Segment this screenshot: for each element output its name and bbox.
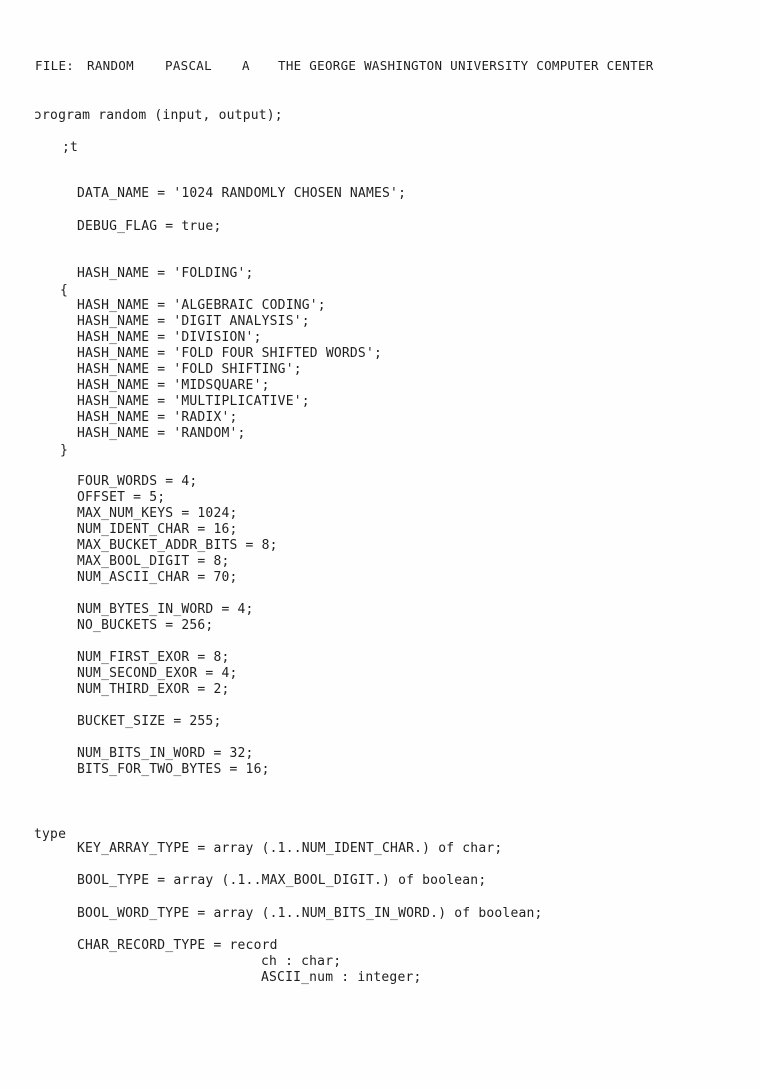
code-line-debug-flag: DEBUG_FLAG = true; xyxy=(77,219,222,234)
code-line-bool-word-type: BOOL_WORD_TYPE = array (.1..NUM_BITS_IN_WORD.) of boolean; xyxy=(77,906,543,921)
code-line-const: NUM_BITS_IN_WORD = 32; xyxy=(77,746,254,761)
code-line-hash-alt: HASH_NAME = 'ALGEBRAIC CODING'; xyxy=(77,298,326,313)
code-line-const: MAX_BUCKET_ADDR_BITS = 8; xyxy=(77,538,278,553)
code-line-data-name: DATA_NAME = '1024 RANDOMLY CHOSEN NAMES'; xyxy=(77,186,407,201)
program-declaration: ɔrogram random (input, output); xyxy=(34,108,283,123)
code-line-hash-name-active: HASH_NAME = 'FOLDING'; xyxy=(77,266,254,281)
code-line-const: BITS_FOR_TWO_BYTES = 16; xyxy=(77,762,270,777)
code-line-hash-alt: HASH_NAME = 'MIDSQUARE'; xyxy=(77,378,270,393)
code-line-const: NUM_SECOND_EXOR = 4; xyxy=(77,666,238,681)
code-line-record-field: ASCII_num : integer; xyxy=(261,970,422,985)
comment-close-brace: } xyxy=(60,443,69,458)
code-line-const: NUM_FIRST_EXOR = 8; xyxy=(77,650,230,665)
code-line-const: NUM_ASCII_CHAR = 70; xyxy=(77,570,238,585)
code-line-hash-alt: HASH_NAME = 'FOLD FOUR SHIFTED WORDS'; xyxy=(77,346,383,361)
code-line-bool-type: BOOL_TYPE = array (.1..MAX_BOOL_DIGIT.) of boolean; xyxy=(77,873,487,888)
code-line-const: NO_BUCKETS = 256; xyxy=(77,618,214,633)
code-line-hash-alt: HASH_NAME = 'RANDOM'; xyxy=(77,426,246,441)
code-line-const: MAX_BOOL_DIGIT = 8; xyxy=(77,554,230,569)
type-keyword: type xyxy=(34,827,67,842)
file-name: RANDOM xyxy=(87,58,134,73)
code-line-char-record-type: CHAR_RECORD_TYPE = record xyxy=(77,938,278,953)
code-line-hash-alt: HASH_NAME = 'FOLD SHIFTING'; xyxy=(77,362,302,377)
file-label: FILE: xyxy=(35,58,75,73)
file-type: PASCAL xyxy=(165,58,212,73)
code-line-const: OFFSET = 5; xyxy=(77,490,166,505)
code-line-record-field: ch : char; xyxy=(261,954,342,969)
code-line-const: NUM_THIRD_EXOR = 2; xyxy=(77,682,230,697)
code-line-const: MAX_NUM_KEYS = 1024; xyxy=(77,506,238,521)
code-line-hash-alt: HASH_NAME = 'DIVISION'; xyxy=(77,330,262,345)
const-keyword: ;t xyxy=(62,140,79,155)
code-line-hash-alt: HASH_NAME = 'MULTIPLICATIVE'; xyxy=(77,394,310,409)
file-mode: A xyxy=(242,58,250,73)
comment-open-brace: { xyxy=(60,283,69,298)
code-line-hash-alt: HASH_NAME = 'RADIX'; xyxy=(77,410,238,425)
code-line-bucket-size: BUCKET_SIZE = 255; xyxy=(77,714,222,729)
code-line-key-array-type: KEY_ARRAY_TYPE = array (.1..NUM_IDENT_CHAR.) of char; xyxy=(77,841,503,856)
code-line-hash-alt: HASH_NAME = 'DIGIT ANALYSIS'; xyxy=(77,314,310,329)
code-line-const: NUM_BYTES_IN_WORD = 4; xyxy=(77,602,254,617)
code-line-const: NUM_IDENT_CHAR = 16; xyxy=(77,522,238,537)
organization-name: THE GEORGE WASHINGTON UNIVERSITY COMPUTER CENTER xyxy=(278,58,654,73)
code-line-const: FOUR_WORDS = 4; xyxy=(77,474,198,489)
